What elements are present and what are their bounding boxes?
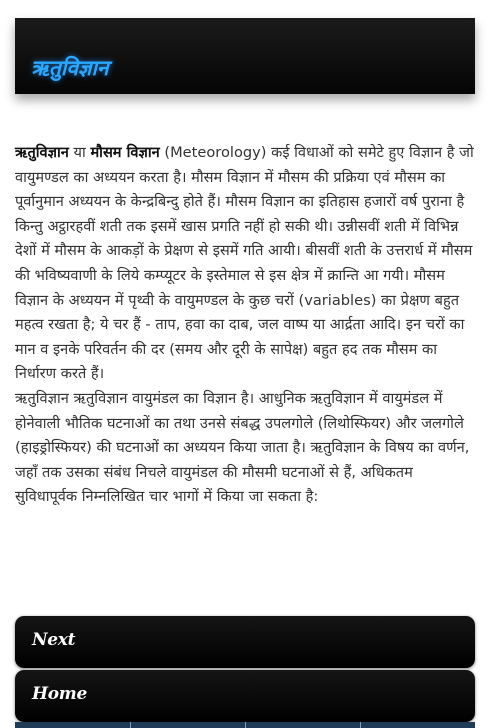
article-body xyxy=(15,141,475,510)
term-primary: ऋतुविज्ञान xyxy=(15,144,69,161)
page-title: ऋतुविज्ञान xyxy=(31,55,109,80)
paragraph-1 xyxy=(15,141,475,387)
header-bar xyxy=(15,18,475,94)
paragraph-1-text: (Meteorology) कई विधाओं को समेटे हुए विज्ञान है जो वायुमण्डल का अध्ययन करता है। मौसम विज्ञान में मौसम की प्रक्रिया एवं मौसम का पूर्वानुमान अध्ययन के केन्द्रबिन्दु होते हैं। मौसम विज्ञान का इतिहास हजारों वर्ष पुराना है किन्तु अट्ठारहवीं शती तक इसमें खास प्रगति नहीं हो सकी थी। उन्नीसवीं शती में विभिन्न देशों में मौसम के आकड़ों के प्रेक्षण से इसमें गति आयी। बीसवीं शती के उत्तरार्ध में मौसम की भविष्यवाणी के लिये कम्प्यूटर के इस्तेमाल से इस क्षेत्र में क्रान्ति आ गयी। मौसम विज्ञान के अध्ययन में पृथ्वी के वायुमण्डल के कुछ चरों (variables) का प्रेक्षण बहुत महत्व रखता है; ये चर हैं - ताप, हवा का दाब, जल वाष्प या आर्द्रता आदि। इन चरों का मान व इनके परिवर्तन की दर (समय और दूरी के सापेक्ष) बहुत हद तक मौसम का निर्धारण करते हैं। xyxy=(15,144,474,383)
strip-divider xyxy=(360,722,361,728)
next-button-label: Next xyxy=(32,630,76,650)
home-button[interactable] xyxy=(15,670,475,722)
term-conjunction: या xyxy=(73,144,86,161)
term-alternate: मौसम विज्ञान xyxy=(90,144,160,161)
paragraph-2: ऋतुविज्ञान ऋतुविज्ञान वायुमंडल का विज्ञान है। आधुनिक ऋतुविज्ञान में वायुमंडल में होनेवाली भौतिक घटनाओं का तथा उनसे संबद्ध उपलगोले (लिथोस्फियर) और जलगोले (हाइड्रोस्फियर) की घटनाओं का अध्ययन किया जाता है। ऋतुविज्ञान के विषय का वर्णन, जहाँ तक उसका संबंध निचले वायुमंडल की मौसमी घटनाओं से हैं, अधिकतम सुविधापूर्वक निम्नलिखित चार भागों में किया जा सकता है: xyxy=(15,389,470,506)
home-button-label: Home xyxy=(32,684,88,704)
strip-divider xyxy=(245,722,246,728)
strip-divider xyxy=(130,722,131,728)
next-button[interactable] xyxy=(15,616,475,668)
bottom-strip xyxy=(15,722,475,728)
